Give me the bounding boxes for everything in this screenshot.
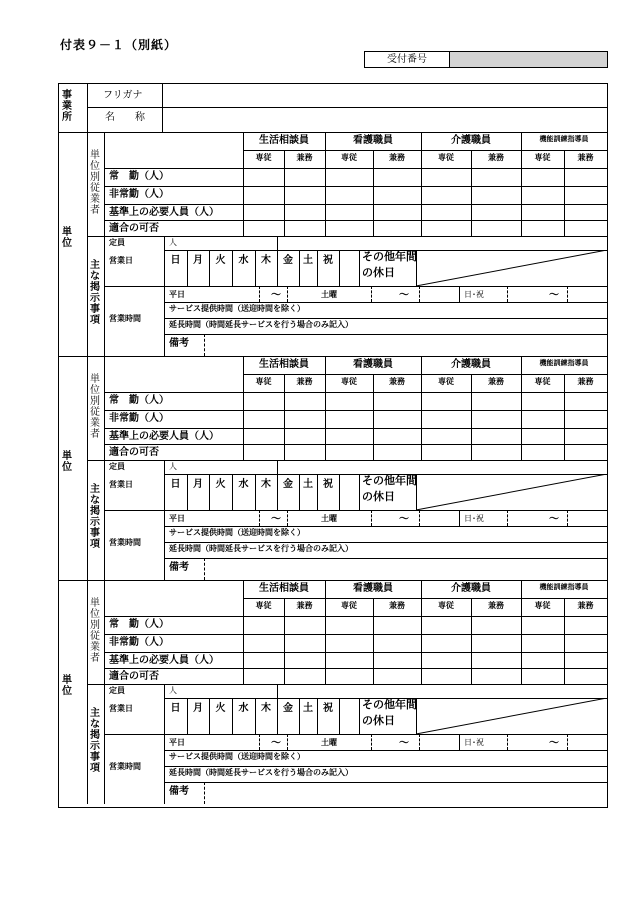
remarks-label-1: 備考 bbox=[169, 338, 189, 349]
main-items-label-1: 主な掲示事項 bbox=[90, 260, 100, 326]
duty-full-3-1: 専従 bbox=[341, 601, 357, 610]
duty-full-2-1: 専従 bbox=[341, 377, 357, 386]
staff-row-label-1-1: 非常勤（人） bbox=[109, 189, 169, 200]
receipt-number-field[interactable] bbox=[450, 52, 607, 67]
receipt-number-label: 受付番号 bbox=[365, 52, 450, 67]
staff-type-1-2: 介護職員 bbox=[451, 135, 491, 146]
weekday-tilde-2: ～ bbox=[271, 514, 281, 525]
business-days-label-2: 営業日 bbox=[109, 480, 133, 489]
day-3-0[interactable]: 日 bbox=[170, 703, 181, 714]
day-3-7[interactable]: 祝 bbox=[323, 703, 333, 714]
holiday-label-2-1: の休日 bbox=[362, 266, 395, 279]
sunday-tilde-1: ～ bbox=[549, 290, 559, 301]
day-3-4[interactable]: 木 bbox=[261, 703, 271, 714]
duty-full-1-3: 専従 bbox=[534, 153, 551, 162]
capacity-unit-3: 人 bbox=[169, 686, 177, 695]
staff-row-label-3-2: 基準上の必要人員（人） bbox=[109, 655, 219, 666]
main-items-label-3: 主な掲示事項 bbox=[90, 708, 100, 774]
day-1-6[interactable]: 土 bbox=[303, 255, 313, 266]
staff-type-2-3: 機能訓練指導員 bbox=[539, 359, 589, 367]
staff-row-label-1-3: 適合の可否 bbox=[109, 223, 159, 234]
day-2-7[interactable]: 祝 bbox=[323, 479, 333, 490]
main-items-label-2: 主な掲示事項 bbox=[90, 484, 100, 550]
staff-type-2-0: 生活相談員 bbox=[259, 359, 309, 370]
saturday-label-2: 土曜 bbox=[321, 514, 337, 523]
holiday-label-1-1: その他年間 bbox=[362, 250, 417, 263]
furigana-field[interactable] bbox=[163, 85, 607, 106]
staff-row-label-2-2: 基準上の必要人員（人） bbox=[109, 431, 219, 442]
day-2-0[interactable]: 日 bbox=[170, 479, 181, 490]
remarks-label-2: 備考 bbox=[169, 562, 189, 573]
day-2-2[interactable]: 火 bbox=[215, 479, 226, 490]
holiday-label-2-2: の休日 bbox=[362, 490, 395, 503]
duty-full-1-0: 専従 bbox=[255, 153, 272, 162]
sunday-label-3: 日･祝 bbox=[464, 738, 484, 747]
staff-row-label-3-1: 非常勤（人） bbox=[109, 637, 169, 648]
day-2-3[interactable]: 水 bbox=[238, 479, 249, 490]
weekday-tilde-1: ～ bbox=[271, 290, 281, 301]
weekday-label-2: 平日 bbox=[169, 514, 185, 523]
day-2-4[interactable]: 木 bbox=[261, 479, 271, 490]
capacity-label-2: 定員 bbox=[109, 462, 125, 471]
extension-label-1: 延長時間（時間延長サービスを行う場合のみ記入） bbox=[169, 320, 353, 329]
staff-type-3-0: 生活相談員 bbox=[259, 583, 309, 594]
day-3-3[interactable]: 水 bbox=[238, 703, 249, 714]
capacity-label-1: 定員 bbox=[109, 238, 125, 247]
staff-row-label-3-0: 常 勤（人） bbox=[109, 619, 169, 630]
name-label: 名 称 bbox=[105, 112, 145, 123]
day-3-2[interactable]: 火 bbox=[215, 703, 226, 714]
weekday-label-1: 平日 bbox=[169, 290, 185, 299]
staff-group-label-1: 単位別従業者 bbox=[90, 150, 100, 216]
holiday-label-2-3: の休日 bbox=[362, 714, 395, 727]
duty-full-2-0: 専従 bbox=[255, 377, 272, 386]
staff-row-label-2-1: 非常勤（人） bbox=[109, 413, 169, 424]
day-1-7[interactable]: 祝 bbox=[323, 255, 333, 266]
sunday-tilde-3: ～ bbox=[549, 738, 559, 749]
unit-label-3: 単位 bbox=[62, 675, 72, 697]
business-days-label-1: 営業日 bbox=[109, 256, 133, 265]
receipt-number-box bbox=[364, 51, 608, 68]
duty-part-1-3: 兼務 bbox=[577, 153, 594, 162]
saturday-label-1: 土曜 bbox=[321, 290, 337, 299]
staff-row-label-2-0: 常 勤（人） bbox=[109, 395, 169, 406]
duty-part-3-2: 兼務 bbox=[488, 601, 504, 610]
duty-full-3-3: 専従 bbox=[534, 601, 551, 610]
remarks-label-3: 備考 bbox=[169, 786, 189, 797]
service-time-label-2: サービス提供時間（送迎時間を除く） bbox=[169, 528, 305, 537]
staff-type-1-0: 生活相談員 bbox=[259, 135, 309, 146]
duty-full-3-2: 専従 bbox=[438, 601, 454, 610]
duty-part-2-2: 兼務 bbox=[488, 377, 504, 386]
staff-group-label-3: 単位別従業者 bbox=[90, 598, 100, 664]
duty-part-2-3: 兼務 bbox=[577, 377, 594, 386]
extension-label-2: 延長時間（時間延長サービスを行う場合のみ記入） bbox=[169, 544, 353, 553]
document-title: 付表９－１（別紙） bbox=[60, 38, 178, 52]
holiday-label-1-3: その他年間 bbox=[362, 698, 417, 711]
staff-type-3-1: 看護職員 bbox=[353, 583, 393, 594]
staff-row-label-2-3: 適合の可否 bbox=[109, 447, 159, 458]
name-field[interactable] bbox=[163, 108, 607, 131]
sunday-label-1: 日･祝 bbox=[464, 290, 484, 299]
duty-full-1-2: 専従 bbox=[438, 153, 454, 162]
day-2-5[interactable]: 金 bbox=[283, 479, 293, 490]
form-frame bbox=[58, 83, 608, 808]
weekday-label-3: 平日 bbox=[169, 738, 185, 747]
capacity-unit-1: 人 bbox=[169, 238, 177, 247]
duty-part-2-0: 兼務 bbox=[296, 377, 313, 386]
duty-full-2-2: 専従 bbox=[438, 377, 454, 386]
office-label: 事業所 bbox=[62, 90, 72, 123]
duty-part-2-1: 兼務 bbox=[389, 377, 405, 386]
duty-part-1-0: 兼務 bbox=[296, 153, 313, 162]
duty-part-1-2: 兼務 bbox=[488, 153, 504, 162]
duty-part-1-1: 兼務 bbox=[389, 153, 405, 162]
duty-full-3-0: 専従 bbox=[255, 601, 272, 610]
day-1-2[interactable]: 火 bbox=[215, 255, 226, 266]
staff-type-1-3: 機能訓練指導員 bbox=[539, 135, 589, 143]
staff-row-label-1-0: 常 勤（人） bbox=[109, 171, 169, 182]
duty-part-3-3: 兼務 bbox=[577, 601, 594, 610]
saturday-label-3: 土曜 bbox=[321, 738, 337, 747]
staff-type-2-2: 介護職員 bbox=[451, 359, 491, 370]
unit-label-2: 単位 bbox=[62, 451, 72, 473]
hours-label-3: 営業時間 bbox=[109, 762, 141, 771]
saturday-tilde-1: ～ bbox=[399, 290, 409, 301]
day-1-5[interactable]: 金 bbox=[283, 255, 293, 266]
duty-part-3-0: 兼務 bbox=[296, 601, 313, 610]
day-3-1[interactable]: 月 bbox=[193, 703, 203, 714]
unit-label-1: 単位 bbox=[62, 227, 72, 249]
holiday-label-1-2: その他年間 bbox=[362, 474, 417, 487]
furigana-label: フリガナ bbox=[103, 90, 143, 101]
day-2-6[interactable]: 土 bbox=[303, 479, 313, 490]
weekday-tilde-3: ～ bbox=[271, 738, 281, 749]
day-1-4[interactable]: 木 bbox=[261, 255, 271, 266]
day-1-0[interactable]: 日 bbox=[170, 255, 181, 266]
day-3-6[interactable]: 土 bbox=[303, 703, 313, 714]
capacity-unit-2: 人 bbox=[169, 462, 177, 471]
saturday-tilde-2: ～ bbox=[399, 514, 409, 525]
duty-full-2-3: 専従 bbox=[534, 377, 551, 386]
extension-label-3: 延長時間（時間延長サービスを行う場合のみ記入） bbox=[169, 768, 353, 777]
staff-type-3-3: 機能訓練指導員 bbox=[539, 583, 589, 591]
staff-type-1-1: 看護職員 bbox=[353, 135, 393, 146]
staff-row-label-1-2: 基準上の必要人員（人） bbox=[109, 207, 219, 218]
duty-part-3-1: 兼務 bbox=[389, 601, 405, 610]
staff-type-2-1: 看護職員 bbox=[353, 359, 393, 370]
saturday-tilde-3: ～ bbox=[399, 738, 409, 749]
staff-row-label-3-3: 適合の可否 bbox=[109, 671, 159, 682]
day-3-5[interactable]: 金 bbox=[283, 703, 293, 714]
day-2-1[interactable]: 月 bbox=[193, 479, 203, 490]
day-1-1[interactable]: 月 bbox=[193, 255, 203, 266]
day-1-3[interactable]: 水 bbox=[238, 255, 249, 266]
sunday-label-2: 日･祝 bbox=[464, 514, 484, 523]
business-days-label-3: 営業日 bbox=[109, 704, 133, 713]
hours-label-2: 営業時間 bbox=[109, 538, 141, 547]
capacity-label-3: 定員 bbox=[109, 686, 125, 695]
service-time-label-3: サービス提供時間（送迎時間を除く） bbox=[169, 752, 305, 761]
duty-full-1-1: 専従 bbox=[341, 153, 357, 162]
sunday-tilde-2: ～ bbox=[549, 514, 559, 525]
staff-type-3-2: 介護職員 bbox=[451, 583, 491, 594]
service-time-label-1: サービス提供時間（送迎時間を除く） bbox=[169, 304, 305, 313]
hours-label-1: 営業時間 bbox=[109, 314, 141, 323]
staff-group-label-2: 単位別従業者 bbox=[90, 374, 100, 440]
